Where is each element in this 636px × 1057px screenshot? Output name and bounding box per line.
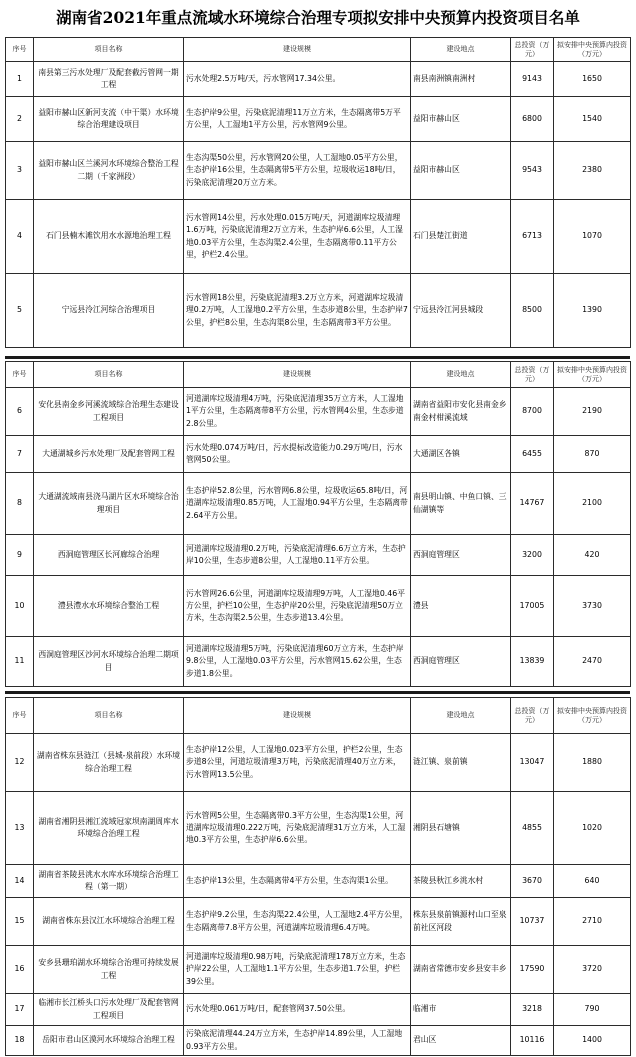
row-total-investment: 3218 (511, 994, 554, 1026)
block-divider (5, 356, 630, 359)
row-central-investment: 1390 (554, 274, 631, 348)
row-project-name: 西洞庭管理区长河廊综合治理 (34, 535, 184, 576)
row-location: 益阳市赫山区 (411, 142, 511, 200)
row-scale: 河道湖库垃圾清理0.98万吨，污染底泥清理178万立方米，生态护岸22公里，人工湿地1.1平方公里，生态步道1.7公里，护栏39公里。 (184, 946, 411, 994)
row-location: 益阳市赫山区 (411, 97, 511, 142)
row-scale: 污水处理2.5万吨/天，污水管网17.34公里。 (184, 62, 411, 97)
table-row (6, 994, 631, 1026)
table-row (6, 436, 631, 473)
row-no: 4 (6, 200, 34, 274)
header-total-investment: 总投资（万元） (511, 38, 554, 62)
row-project-name: 益阳市赫山区新河支流（中干渠）水环境综合治理建设项目 (34, 97, 184, 142)
table-row (6, 576, 631, 637)
row-location: 南县南洲镇南洲村 (411, 62, 511, 97)
table-row (6, 388, 631, 436)
row-scale: 污水处理0.074万吨/日，污水提标改造能力0.29万吨/日，污水管网50公里。 (184, 436, 411, 473)
row-total-investment: 6800 (511, 97, 554, 142)
table-row (6, 97, 631, 142)
row-total-investment: 9143 (511, 62, 554, 97)
row-location: 大通湖区各镇 (411, 436, 511, 473)
row-scale: 污水处理0.061万吨/日，配套管网37.50公里。 (184, 994, 411, 1026)
row-scale: 生态护岸9公里，污染底泥清理11万立方米，生态隔离带5万平方公里，人工湿地1平方公里，污水管网9公里。 (184, 97, 411, 142)
row-scale: 河道湖库垃圾清理5万吨，污染底泥清理60万立方米，生态护岸9.8公里，人工湿地0.03平方公里，污水管网15.62公里，生态步道1.8公里。 (184, 637, 411, 687)
table-row (6, 865, 631, 898)
table-row (6, 62, 631, 97)
header-central-investment: 拟安排中央预算内投资（万元） (554, 38, 631, 62)
row-project-name: 湖南省湘阴县湘江流域冠家坝南湖周库水环境综合治理工程 (34, 792, 184, 865)
row-central-investment: 3730 (554, 576, 631, 637)
header-name: 项目名称 (34, 38, 184, 62)
header-name: 项目名称 (34, 362, 184, 388)
project-table-block-2 (5, 361, 631, 687)
row-total-investment: 8700 (511, 388, 554, 436)
header-location: 建设地点 (411, 38, 511, 62)
row-total-investment: 3200 (511, 535, 554, 576)
row-project-name: 岳阳市君山区漠河水环境综合治理工程 (34, 1026, 184, 1056)
table-row (6, 274, 631, 348)
table-row (6, 142, 631, 200)
row-central-investment: 790 (554, 994, 631, 1026)
row-location: 涟江镇、泉前镇 (411, 734, 511, 792)
row-central-investment: 2710 (554, 898, 631, 946)
row-location: 澧县 (411, 576, 511, 637)
row-total-investment: 13047 (511, 734, 554, 792)
row-project-name: 石门县楠木滩饮用水水源地治理工程 (34, 200, 184, 274)
header-scale: 建设规模 (184, 38, 411, 62)
table-row (6, 734, 631, 792)
row-project-name: 南县第三污水处理厂及配套截污管网一期工程 (34, 62, 184, 97)
row-scale: 生态沟渠50公里，污水管网20公里，人工湿地0.05平方公里，生态护岸16公里，生态隔离带5平方公里，垃圾收运18吨/日，污染底泥清理20万立方米。 (184, 142, 411, 200)
row-no: 2 (6, 97, 34, 142)
row-total-investment: 3670 (511, 865, 554, 898)
row-no: 12 (6, 734, 34, 792)
row-central-investment: 2190 (554, 388, 631, 436)
row-central-investment: 1070 (554, 200, 631, 274)
row-central-investment: 1650 (554, 62, 631, 97)
row-scale: 污水管网5公里，生态隔离带0.3平方公里，生态沟渠1公里，河道湖库垃圾清理0.222万吨，污染底泥清理31万立方米，人工湿地0.3平方公里，生态护岸6.6公里。 (184, 792, 411, 865)
row-project-name: 大通湖流域南县浇马湖片区水环境综合治理项目 (34, 473, 184, 535)
row-scale: 污染底泥清理44.24万立方米，生态护岸14.89公里，人工湿地0.93平方公里。 (184, 1026, 411, 1056)
row-no: 8 (6, 473, 34, 535)
row-project-name: 安化县南金乡河溪流域综合治理生态建设工程项目 (34, 388, 184, 436)
row-location: 石门县楚江街道 (411, 200, 511, 274)
row-central-investment: 3720 (554, 946, 631, 994)
row-total-investment: 14767 (511, 473, 554, 535)
row-central-investment: 870 (554, 436, 631, 473)
row-no: 15 (6, 898, 34, 946)
row-project-name: 澧县澧水水环境综合整治工程 (34, 576, 184, 637)
row-total-investment: 10737 (511, 898, 554, 946)
row-central-investment: 1020 (554, 792, 631, 865)
row-scale: 污水管网26.6公里，河道湖库垃圾清理9万吨，人工湿地0.46平方公里，护栏10公里，生态护岸20公里，污染底泥清理50万立方米，生态沟渠2.5公里，生态步道13.4公里。 (184, 576, 411, 637)
row-no: 14 (6, 865, 34, 898)
table-header-row (6, 698, 631, 734)
row-central-investment: 2470 (554, 637, 631, 687)
table-row (6, 535, 631, 576)
row-project-name: 大通湖城乡污水处理厂及配套管网工程 (34, 436, 184, 473)
row-scale: 污水管网14公里，污水处理0.015万吨/天，河道湖库垃圾清理1.6万吨，污染底泥清理2万立方米，生态护岸6.6公里，人工湿地0.03平方公里，生态沟渠2.4公里，生态隔离带0.11平方公里，护栏2.4公里。 (184, 200, 411, 274)
header-central-investment: 拟安排中央预算内投资（万元） (554, 362, 631, 388)
row-scale: 河道湖库垃圾清理0.2万吨，污染底泥清理6.6万立方米，生态护岸10公里，生态步道8公里，人工湿地0.11平方公里。 (184, 535, 411, 576)
row-scale: 生态护岸12公里，人工湿地0.023平方公里，护栏2公里，生态步道8公里，河道垃圾清理3万吨，污染底泥清理40万立方米，污水管网13.5公里。 (184, 734, 411, 792)
row-project-name: 湖南省株东县汉江水环境综合治理工程 (34, 898, 184, 946)
row-no: 18 (6, 1026, 34, 1056)
row-central-investment: 2100 (554, 473, 631, 535)
row-no: 16 (6, 946, 34, 994)
table-header-row (6, 38, 631, 62)
row-no: 7 (6, 436, 34, 473)
row-location: 湘阴县石塘镇 (411, 792, 511, 865)
row-no: 9 (6, 535, 34, 576)
row-central-investment: 1400 (554, 1026, 631, 1056)
row-location: 西洞庭管理区 (411, 637, 511, 687)
table-row (6, 200, 631, 274)
header-name: 项目名称 (34, 698, 184, 734)
page-title: 湖南省2021年重点流域水环境综合治理专项拟安排中央预算内投资项目名单 (56, 8, 580, 27)
row-location: 株东县泉前镇源村山口至泉前社区河段 (411, 898, 511, 946)
row-location: 宁远县泠江河县城段 (411, 274, 511, 348)
row-scale: 污水管网18公里，污染底泥清理3.2万立方米，河道湖库垃圾清理0.2万吨，人工湿地0.2平方公里，生态步道8公里，生态护岸7公里，护栏8公里，生态沟渠8公里，生态隔离带3平方公里。 (184, 274, 411, 348)
row-location: 君山区 (411, 1026, 511, 1056)
row-total-investment: 6455 (511, 436, 554, 473)
row-scale: 河道湖库垃圾清理4万吨，污染底泥清理35万立方米，人工湿地1平方公里，生态隔离带8平方公里，污水管网4公里，生态步道2.8公里。 (184, 388, 411, 436)
row-no: 10 (6, 576, 34, 637)
table-row (6, 637, 631, 687)
table-row (6, 473, 631, 535)
row-total-investment: 17005 (511, 576, 554, 637)
table-header-row (6, 362, 631, 388)
row-project-name: 西洞庭管理区沙河水环境综合治理二期项目 (34, 637, 184, 687)
block-divider (5, 691, 630, 694)
header-total-investment: 总投资（万元） (511, 362, 554, 388)
row-no: 17 (6, 994, 34, 1026)
row-central-investment: 1540 (554, 97, 631, 142)
header-location: 建设地点 (411, 698, 511, 734)
row-no: 1 (6, 62, 34, 97)
row-project-name: 湖南省茶陵县洮水水库水环境综合治理工程（第一期） (34, 865, 184, 898)
row-scale: 生态护岸13公里，生态隔离带4平方公里，生态沟渠1公里。 (184, 865, 411, 898)
table-row (6, 792, 631, 865)
row-total-investment: 8500 (511, 274, 554, 348)
row-total-investment: 4855 (511, 792, 554, 865)
row-project-name: 湖南省株东县涟江（县城-泉前段）水环境综合治理工程 (34, 734, 184, 792)
header-no: 序号 (6, 362, 34, 388)
table-row (6, 1026, 631, 1056)
row-scale: 生态护岸52.8公里，污水管网6.8公里，垃圾收运65.8吨/日，河道湖库垃圾清理0.85万吨，人工湿地0.94平方公里，生态隔离带2.64平方公里。 (184, 473, 411, 535)
row-total-investment: 9543 (511, 142, 554, 200)
row-no: 3 (6, 142, 34, 200)
header-total-investment: 总投资（万元） (511, 698, 554, 734)
header-central-investment: 拟安排中央预算内投资（万元） (554, 698, 631, 734)
row-location: 湖南省益阳市安化县南金乡南金村柑溪流域 (411, 388, 511, 436)
header-scale: 建设规模 (184, 698, 411, 734)
row-location: 湖南省常德市安乡县安丰乡 (411, 946, 511, 994)
header-location: 建设地点 (411, 362, 511, 388)
row-location: 西洞庭管理区 (411, 535, 511, 576)
header-no: 序号 (6, 698, 34, 734)
header-scale: 建设规模 (184, 362, 411, 388)
row-central-investment: 640 (554, 865, 631, 898)
header-no: 序号 (6, 38, 34, 62)
row-location: 茶陵县秋江乡洮水村 (411, 865, 511, 898)
table-row (6, 946, 631, 994)
row-location: 临湘市 (411, 994, 511, 1026)
project-table-block-1 (5, 37, 631, 348)
row-project-name: 宁远县泠江河综合治理项目 (34, 274, 184, 348)
row-central-investment: 2380 (554, 142, 631, 200)
row-total-investment: 10116 (511, 1026, 554, 1056)
row-total-investment: 6713 (511, 200, 554, 274)
table-row (6, 898, 631, 946)
project-table-block-3 (5, 697, 631, 1056)
row-total-investment: 13839 (511, 637, 554, 687)
row-location: 南县明山镇、中鱼口镇、三仙湖镇等 (411, 473, 511, 535)
row-no: 6 (6, 388, 34, 436)
row-project-name: 临湘市长江桥头口污水处理厂及配套管网工程项目 (34, 994, 184, 1026)
row-no: 5 (6, 274, 34, 348)
row-project-name: 安乡县珊珀湖水环境综合治理可持续发展工程 (34, 946, 184, 994)
row-total-investment: 17590 (511, 946, 554, 994)
row-central-investment: 1880 (554, 734, 631, 792)
row-scale: 生态护岸9.2公里，生态沟渠22.4公里，人工湿地2.4平方公里，生态隔离带7.8平方公里，河道湖库垃圾清理6.4万吨。 (184, 898, 411, 946)
row-central-investment: 420 (554, 535, 631, 576)
row-no: 11 (6, 637, 34, 687)
row-project-name: 益阳市赫山区兰溪河水环境综合整治工程二期（千家洲段） (34, 142, 184, 200)
row-no: 13 (6, 792, 34, 865)
